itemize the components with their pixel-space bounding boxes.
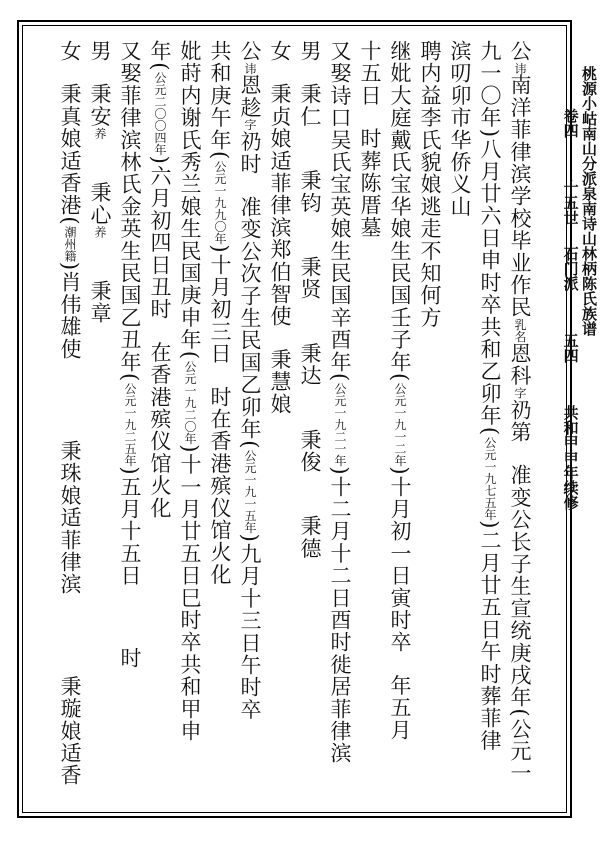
text-run: 二月廿五日午时葬菲律 [478,529,502,752]
text-column-9 [265,40,295,415]
text-column-10: 公讳恩趁字礽时准变公次子生民国乙卯年(公元一九一五年)九月十三日午时卒 [238,40,262,721]
text-run: 十一月廿五日巳时卒共和甲申 [178,453,202,743]
text-run: 滨叨卯市华侨义山 [448,40,472,218]
text-column-3 [445,40,475,218]
text-column-8 [295,40,325,560]
text-run: 十月初三日 [208,253,232,365]
annotation: 字 [513,386,527,399]
text-run: 在香港殡仪馆火化 [148,341,172,520]
text-run: 秉璇娘适香 [58,675,82,787]
text-run: 南洋菲律滨学校毕业作民 [508,74,532,319]
text-column-15 [85,40,115,324]
text-run: 年 [148,40,172,63]
text-run: 礽第 [508,398,532,444]
text-run: 时 [118,646,142,670]
text-run: 九月十三日午时卒 [238,543,262,721]
text-run: 十五日 [358,40,382,107]
child-name: 秉安 [88,83,112,128]
text-run: 秉真娘适香港 [58,83,82,217]
volume-label: 卷四 [561,108,580,138]
text-run: 秉贞娘适菲律滨郑伯智使 [268,83,292,328]
text-run: 共和庚午年 [208,40,232,151]
text-run: 六月初四日丑时 [148,165,172,321]
date-annotation: 公元一九九〇年 [213,160,227,245]
text-run: 秉珠娘适菲律滨 [58,440,82,596]
text-run: 恩趁 [238,74,262,119]
generation-label: 十五世 [561,180,580,225]
child-name: 秉钧 [298,169,322,215]
annotation: 乳名 [513,318,527,343]
text-run: 又娶诗口吴氏宝英娘生民国辛酉年 [328,40,352,373]
date-annotation: 公元一九一五年 [243,449,257,534]
text-column-13: 年(公元二〇〇四年)六月初四日丑时在香港殡仪馆火化 [148,40,172,520]
text-run: 年五月 [388,674,412,742]
annotation: 潮州籍 [63,225,77,262]
date-annotation: 公元一九二〇年 [183,360,197,445]
date-annotation: 公元一九七五年 [483,436,497,521]
child-name: 秉俊 [298,428,322,474]
text-column-14: 又娶菲律滨林氏金英生民国乙丑年(公元一九二五年)五月十五日时 [118,40,142,670]
date-annotation: 公元二〇〇四年 [153,71,167,156]
text-run: 礽时 [238,130,262,176]
annotation: 讳 [243,62,257,75]
text-run: 准变公次子生民国乙卯年 [238,196,262,441]
text-run: 十月初一日寅时卒 [388,475,412,654]
child-name: 秉章 [88,280,112,325]
branch-label: 石门派 [561,246,580,291]
text-run: 肖伟雄使 [58,271,82,361]
text-run: 恩科 [508,342,532,387]
annotation: 养 [93,226,107,239]
date-annotation: 九一〇年 [478,40,502,129]
entry-marker: 公 [238,40,262,63]
text-column-12: 妣莳内谢氏秀兰娘生民国庚申年(公元一九二〇年)十一月廿五日巳时卒共和甲申 [178,40,202,743]
text-column-2: 九一〇年)八月廿六日申时卒共和乙卯年(公元一九七五年)二月廿五日午时葬菲律 [478,40,502,752]
text-run: 男 [298,40,322,63]
text-run: 又娶菲律滨林氏金英生民国乙丑年 [118,40,142,373]
date-annotation: 公元一九二五年 [123,382,137,467]
text-run: 五月十五日 [118,475,142,587]
child-name: 秉心 [88,181,112,227]
text-run: 女 [58,40,82,63]
child-name: 秉贤 [298,256,322,301]
date-annotation: 公元一九二一年 [333,382,347,467]
child-name: 秉仁 [298,83,322,128]
text-column-7: 又娶诗口吴氏宝英娘生民国辛酉年(公元一九二一年)十二月十二日酉时徙居菲律滨 [328,40,352,765]
date-annotation: 公元一 [508,717,532,785]
annotation: 讳 [513,62,527,75]
text-run: 时在香港殡仪馆火化 [208,385,232,586]
running-header [561,66,598,510]
text-run: 八月廿六日申时卒共和乙卯年 [478,138,502,427]
text-column-6 [355,40,385,239]
child-name: 秉慧娘 [268,348,292,416]
child-name: 秉德 [298,515,322,560]
annotation: 养 [93,127,107,140]
text-run: 妣莳内谢氏秀兰娘生民国庚申年 [178,40,202,351]
annotation: 字 [243,118,257,131]
text-run: 十二月十二日酉时徙居菲律滨 [328,475,352,765]
entry-marker: 公 [508,40,532,63]
date-annotation: 公元一九一二年 [393,382,407,467]
text-run: 继妣大庭戴氏宝华娘生民国壬子年 [388,40,412,373]
text-column-16: 女秉真娘适香港(潮州籍)肖伟雄使秉珠娘适菲律滨秉璇娘适香 [58,40,82,787]
text-run: 女 [268,40,292,63]
text-run: 准变公长子生宣统庚戌年 [508,464,532,709]
edition-label: 共和甲申年续修 [561,405,580,510]
text-run: 时葬陈厝墓 [358,127,382,239]
text-column-4 [415,40,445,329]
text-column-5: 继妣大庭戴氏宝华娘生民国壬子年(公元一九一二年)十月初一日寅时卒年五月 [388,40,412,742]
page-number: 五四 [561,333,580,363]
text-run: 聘内益李氏貌娘逃走不知何方 [418,40,442,329]
text-column-11: 共和庚午年(公元一九九〇年)十月初三日时在香港殡仪馆火化 [208,40,232,586]
text-column-1: 公讳南洋菲律滨学校毕业作民乳名恩科字礽第准变公长子生宣统庚戌年(公元一 [508,40,532,785]
child-name: 秉达 [298,342,322,387]
genealogy-title: 桃源小岵南山分派泉南诗山林柄陈氏族谱 [580,66,598,336]
text-run: 男 [88,40,112,63]
